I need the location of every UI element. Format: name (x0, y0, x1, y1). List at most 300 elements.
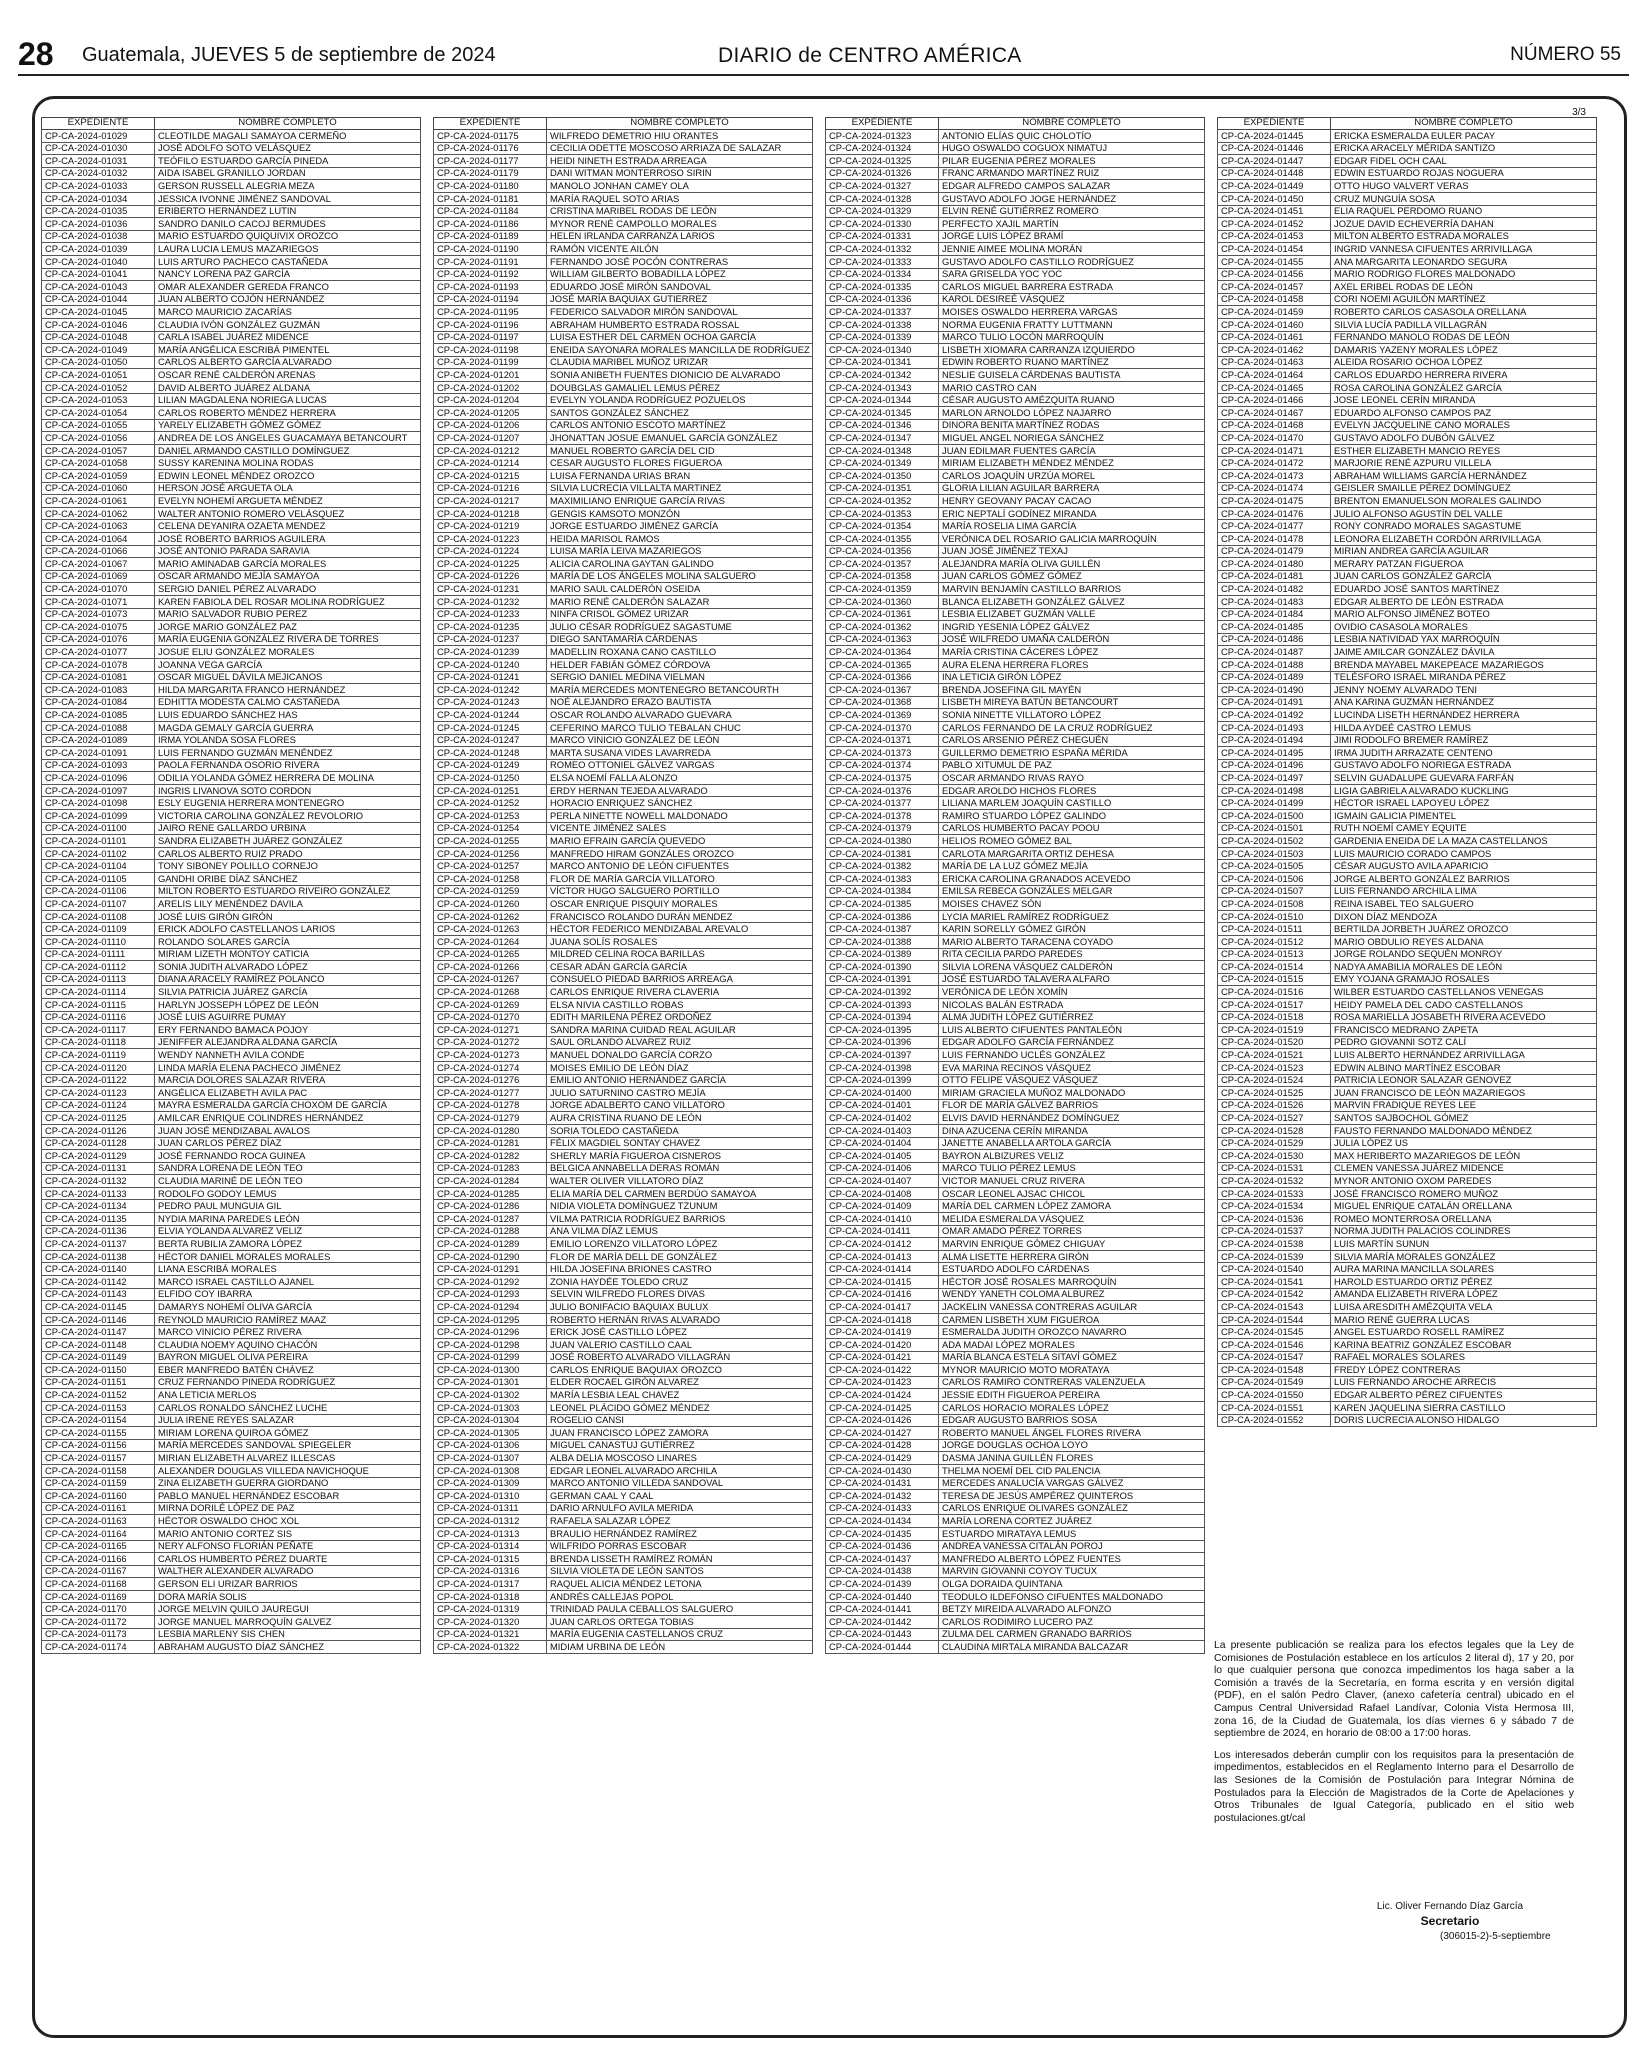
nombre-cell: SELVIN GUADALUPE GUEVARA FARFÁN (1331, 772, 1597, 785)
nombre-cell: DAMARYS NOHEMÍ OLIVA GARCÍA (155, 1301, 421, 1314)
table-row (434, 986, 813, 999)
expediente-cell: CP-CA-2024-01521 (1218, 1049, 1331, 1062)
expediente-cell: CP-CA-2024-01349 (826, 457, 939, 470)
nombre-cell: ANA LETICIA MERLOS (155, 1389, 421, 1402)
expediente-cell: CP-CA-2024-01438 (826, 1565, 939, 1578)
nombre-cell: SELVIN WILFREDO FLORES DIVAS (547, 1288, 813, 1301)
table-row (826, 936, 1205, 949)
expediente-cell: CP-CA-2024-01410 (826, 1213, 939, 1226)
expediente-cell: CP-CA-2024-01549 (1218, 1376, 1331, 1389)
expediente-cell: CP-CA-2024-01151 (42, 1376, 155, 1389)
table-row (434, 356, 813, 369)
nombre-cell: OVIDIO CASASOLA MORALES (1331, 621, 1597, 634)
nombre-cell: AXEL ERIBEL RODAS DE LEÓN (1331, 281, 1597, 294)
expediente-cell: CP-CA-2024-01470 (1218, 432, 1331, 445)
table-row (42, 1414, 421, 1427)
expediente-cell: CP-CA-2024-01305 (434, 1427, 547, 1440)
expediente-cell: CP-CA-2024-01360 (826, 595, 939, 608)
nombre-cell: HEIDY PAMELA DEL CADO CASTELLANOS (1331, 998, 1597, 1011)
expediente-cell: CP-CA-2024-01302 (434, 1389, 547, 1402)
expediente-cell: CP-CA-2024-01096 (42, 772, 155, 785)
notice-paragraph-1: La presente publicación se realiza para los efectos legales que la Ley de Comisiones de Postulación establece en los artículos 2 literal d), 17 y 20, por lo que cualquier persona que conozca impedimentos los haga saber a la Comisión a través de la Secretaría, en forma escrita y en versión digital (PDF), en el salón Pedro Claver, (anexo cafetería central) ubicado en el Campus Central Universidad Rafael Landívar, Colonia Vista Hermosa III, zona 16, de la Ciudad de Guatemala, los días viernes 6 y sábado 7 de septiembre de 2024, en horario de 08:00 a 17:00 horas. (1214, 1640, 1574, 1740)
table-row (434, 923, 813, 936)
nombre-cell: DANIEL ARMANDO CASTILLO DOMÍNGUEZ (155, 444, 421, 457)
nombre-cell: EDGAR LEONEL ALVARADO ARCHILA (547, 1464, 813, 1477)
nombre-cell: ANA KARINA GUZMÁN HERNÁNDEZ (1331, 696, 1597, 709)
table-row (1218, 142, 1597, 155)
expediente-cell: CP-CA-2024-01456 (1218, 268, 1331, 281)
expediente-cell: CP-CA-2024-01283 (434, 1162, 547, 1175)
expediente-cell: CP-CA-2024-01510 (1218, 910, 1331, 923)
nombre-cell: GERMAN CAAL Y CAAL (547, 1490, 813, 1503)
nombre-cell: RAFAELA SALAZAR LÓPEZ (547, 1515, 813, 1528)
expediente-cell: CP-CA-2024-01235 (434, 621, 547, 634)
expediente-cell: CP-CA-2024-01287 (434, 1213, 547, 1226)
nombre-cell: FÉLIX MAGDIEL SONTAY CHAVEZ (547, 1137, 813, 1150)
expediente-cell: CP-CA-2024-01224 (434, 545, 547, 558)
table-row (826, 293, 1205, 306)
expediente-cell: CP-CA-2024-01158 (42, 1464, 155, 1477)
table-row (434, 1011, 813, 1024)
expediente-cell: CP-CA-2024-01550 (1218, 1389, 1331, 1402)
expediente-cell: CP-CA-2024-01400 (826, 1087, 939, 1100)
expediente-cell: CP-CA-2024-01468 (1218, 419, 1331, 432)
table-row (826, 306, 1205, 319)
table-row (42, 671, 421, 684)
expediente-cell: CP-CA-2024-01108 (42, 910, 155, 923)
nombre-cell: LUIS ARTURO PACHECO CASTAÑEDA (155, 255, 421, 268)
expediente-cell: CP-CA-2024-01196 (434, 318, 547, 331)
table-row (42, 1301, 421, 1314)
expediente-cell: CP-CA-2024-01329 (826, 205, 939, 218)
nombre-cell: REINA ISABEL TEO SALGUERO (1331, 898, 1597, 911)
table-row (42, 1439, 421, 1452)
table-row (826, 847, 1205, 860)
table-row (42, 747, 421, 760)
nombre-cell: RONY CONRADO MORALES SAGASTUME (1331, 520, 1597, 533)
expediente-cell: CP-CA-2024-01064 (42, 533, 155, 546)
expediente-cell: CP-CA-2024-01459 (1218, 306, 1331, 319)
nombre-cell: NORMA EUGENIA FRATTY LUTTMANN (939, 318, 1205, 331)
expediente-cell: CP-CA-2024-01406 (826, 1162, 939, 1175)
nombre-cell: NOÉ ALEJANDRO ERAZO BAUTISTA (547, 696, 813, 709)
table-row (434, 130, 813, 143)
table-row (826, 1616, 1205, 1629)
expediente-cell: CP-CA-2024-01052 (42, 381, 155, 394)
table-row (826, 1578, 1205, 1591)
nombre-cell: DIANA ARACELY RAMÍREZ POLANCO (155, 973, 421, 986)
nombre-cell: LESBIA NATIVIDAD YAX MARROQUÍN (1331, 633, 1597, 646)
table-row (434, 1628, 813, 1641)
expediente-cell: CP-CA-2024-01257 (434, 860, 547, 873)
table-row (826, 1515, 1205, 1528)
expediente-cell: CP-CA-2024-01132 (42, 1175, 155, 1188)
expediente-cell: CP-CA-2024-01466 (1218, 394, 1331, 407)
notice-paragraph-2: Los interesados deberán cumplir con los requisitos para la presentación de impedimentos, establecidos en el Reglamento Interno para el Desarrollo de las Sesiones de la Comisión de Postulación para Integrar Nómina de Postulados para la Elección de Magistrados de la Corte de Apelaciones y Otros Tribunales de Igual Categoría, publicado en el sitio web postulaciones.gt/cal (1214, 1749, 1574, 1824)
table-row (42, 721, 421, 734)
nombre-cell: DASMA JANINA GUILLÉN FLORES (939, 1452, 1205, 1465)
table-row (434, 1389, 813, 1402)
table-row (42, 696, 421, 709)
nombre-cell: MARIO SALVADOR RUBIO PEREZ (155, 608, 421, 621)
nombre-cell: MARCO ANTONIO DE LEÓN CIFUENTES (547, 860, 813, 873)
table-row (1218, 558, 1597, 571)
table-row (1218, 1150, 1597, 1163)
nombre-cell: JACKELIN VANESSA CONTRERAS AGUILAR (939, 1301, 1205, 1314)
expediente-cell: CP-CA-2024-01394 (826, 1011, 939, 1024)
expediente-cell: CP-CA-2024-01250 (434, 772, 547, 785)
table-row (1218, 1213, 1597, 1226)
nombre-cell: ANDREA DE LOS ÁNGELES GUACAMAYA BETANCOURT (155, 432, 421, 445)
table-row (42, 1011, 421, 1024)
table-row (434, 671, 813, 684)
nombre-cell: TERESA DE JESÚS AMPÉREZ QUINTEROS (939, 1490, 1205, 1503)
nombre-cell: CARLOS ALBERTO GARCÍA ALVARADO (155, 356, 421, 369)
table-row (434, 394, 813, 407)
table-row (42, 709, 421, 722)
expediente-cell: CP-CA-2024-01303 (434, 1401, 547, 1414)
nombre-cell: LUIS EDUARDO SÁNCHEZ HAS (155, 709, 421, 722)
table-row (42, 1074, 421, 1087)
nombre-cell: OSCAR ENRIQUE PISQUIY MORALES (547, 898, 813, 911)
expediente-cell: CP-CA-2024-01414 (826, 1263, 939, 1276)
table-row (434, 381, 813, 394)
table-row (1218, 482, 1597, 495)
expediente-cell: CP-CA-2024-01514 (1218, 961, 1331, 974)
frame-page-label: 3/3 (1572, 107, 1586, 118)
nombre-cell: JORGE ROLANDO SEQUÉN MONROY (1331, 948, 1597, 961)
table-row (42, 797, 421, 810)
expediente-cell: CP-CA-2024-01089 (42, 734, 155, 747)
expediente-cell: CP-CA-2024-01485 (1218, 621, 1331, 634)
nombre-cell: MARCO TULIO LOCÓN MARROQUÍN (939, 331, 1205, 344)
expediente-cell: CP-CA-2024-01295 (434, 1313, 547, 1326)
nombre-cell: DOUBGLAS GAMALIEL LEMUS PÉREZ (547, 381, 813, 394)
nombre-cell: LUIS FERNANDO UCLÉS GONZÁLEZ (939, 1049, 1205, 1062)
expediente-cell: CP-CA-2024-01169 (42, 1590, 155, 1603)
nombre-cell: MARIO RENÉ CALDERÓN SALAZAR (547, 595, 813, 608)
expediente-cell: CP-CA-2024-01373 (826, 747, 939, 760)
table-row (42, 1175, 421, 1188)
expediente-cell: CP-CA-2024-01174 (42, 1641, 155, 1654)
nombre-cell: ALMA JUDITH LÓPEZ GUTIÉRREZ (939, 1011, 1205, 1024)
nombre-cell: ESTUARDO MIRATAYA LEMUS (939, 1527, 1205, 1540)
nombre-cell: HARLYN JOSSEPH LÓPEZ DE LEÓN (155, 998, 421, 1011)
expediente-cell: CP-CA-2024-01528 (1218, 1124, 1331, 1137)
nombre-cell: ROSA CAROLINA GONZÁLEZ GARCÍA (1331, 381, 1597, 394)
nombre-cell: ALMA LISETTE HERRERA GIRÓN (939, 1250, 1205, 1263)
nombre-cell: EMY YOJANA GRAMAJO ROSALES (1331, 973, 1597, 986)
table-row (434, 797, 813, 810)
table-row (434, 1414, 813, 1427)
expediente-cell: CP-CA-2024-01032 (42, 167, 155, 180)
expediente-cell: CP-CA-2024-01184 (434, 205, 547, 218)
table-row (42, 318, 421, 331)
expediente-cell: CP-CA-2024-01191 (434, 255, 547, 268)
records-column-3 (825, 117, 1205, 1654)
nombre-cell: ROSA MARIELLA JOSABETH RIVERA ACEVEDO (1331, 1011, 1597, 1024)
nombre-cell: EMILSA REBECA GONZÁLES MELGAR (939, 885, 1205, 898)
table-row (434, 419, 813, 432)
nombre-cell: LISBETH MIREYA BATÚN BETANCOURT (939, 696, 1205, 709)
expediente-cell: CP-CA-2024-01389 (826, 948, 939, 961)
table-row (434, 331, 813, 344)
nombre-cell: FLOR DE MARÍA DELL DE GONZÁLEZ (547, 1250, 813, 1263)
nombre-cell: OSCAR ARMANDO RIVAS RAYO (939, 772, 1205, 785)
nombre-cell: MARIO OBDULIO REYES ALDANA (1331, 936, 1597, 949)
nombre-cell: LUIS FERNANDO ARCHILA LIMA (1331, 885, 1597, 898)
table-row (434, 230, 813, 243)
table-row (42, 558, 421, 571)
expediente-cell: CP-CA-2024-01415 (826, 1276, 939, 1289)
expediente-cell: CP-CA-2024-01133 (42, 1187, 155, 1200)
expediente-cell: CP-CA-2024-01441 (826, 1603, 939, 1616)
table-row (42, 142, 421, 155)
expediente-cell: CP-CA-2024-01190 (434, 243, 547, 256)
table-row (42, 822, 421, 835)
table-row (42, 1213, 421, 1226)
nombre-cell: BETZY MIREIDA ALVARADO ALFONZO (939, 1603, 1205, 1616)
table-row (826, 419, 1205, 432)
nombre-cell: MARIO RENÉ GUERRA LUCAS (1331, 1313, 1597, 1326)
nombre-cell: CÉSAR AUGUSTO AVILA APARICIO (1331, 860, 1597, 873)
table-row (42, 847, 421, 860)
expediente-cell: CP-CA-2024-01067 (42, 558, 155, 571)
table-row (434, 1565, 813, 1578)
expediente-cell: CP-CA-2024-01274 (434, 1061, 547, 1074)
table-row (826, 621, 1205, 634)
nombre-cell: ELFIDO COY IBARRA (155, 1288, 421, 1301)
table-row (1218, 545, 1597, 558)
expediente-cell: CP-CA-2024-01299 (434, 1351, 547, 1364)
table-row (42, 356, 421, 369)
table-row (826, 898, 1205, 911)
expediente-cell: CP-CA-2024-01512 (1218, 936, 1331, 949)
table-row (826, 658, 1205, 671)
table-row (826, 1628, 1205, 1641)
expediente-cell: CP-CA-2024-01043 (42, 281, 155, 294)
nombre-cell: JORGE MARIO GONZÁLEZ PAZ (155, 621, 421, 634)
expediente-cell: CP-CA-2024-01427 (826, 1427, 939, 1440)
expediente-cell: CP-CA-2024-01351 (826, 482, 939, 495)
nombre-cell: ALBA DELIA MOSCOSO LINARES (547, 1452, 813, 1465)
nombre-cell: ABRAHAM HUMBERTO ESTRADA ROSSAL (547, 318, 813, 331)
table-row (434, 1326, 813, 1339)
table-row (1218, 205, 1597, 218)
nombre-cell: JUAN ALBERTO COJÓN HERNÁNDEZ (155, 293, 421, 306)
table-row (1218, 470, 1597, 483)
table-row (1218, 1288, 1597, 1301)
nombre-cell: MIGUEL ENRIQUE CATALÁN ORELLANA (1331, 1200, 1597, 1213)
table-row (826, 331, 1205, 344)
table-row (1218, 419, 1597, 432)
table-row (1218, 658, 1597, 671)
expediente-cell: CP-CA-2024-01502 (1218, 835, 1331, 848)
nombre-cell: LIGIA GABRIELA ALVARADO KUCKLING (1331, 784, 1597, 797)
expediente-cell: CP-CA-2024-01457 (1218, 281, 1331, 294)
nombre-cell: LILIAN MAGDALENA NORIEGA LUCAS (155, 394, 421, 407)
expediente-cell: CP-CA-2024-01186 (434, 218, 547, 231)
table-row (42, 1187, 421, 1200)
nombre-cell: MARIO EFRAIN GARCÍA QUEVEDO (547, 835, 813, 848)
table-row (826, 1590, 1205, 1603)
expediente-cell: CP-CA-2024-01551 (1218, 1401, 1331, 1414)
expediente-cell: CP-CA-2024-01313 (434, 1527, 547, 1540)
nombre-cell: KARINA BEATRIZ GONZÁLEZ ESCOBAR (1331, 1339, 1597, 1352)
expediente-cell: CP-CA-2024-01332 (826, 243, 939, 256)
expediente-cell: CP-CA-2024-01039 (42, 243, 155, 256)
expediente-cell: CP-CA-2024-01532 (1218, 1175, 1331, 1188)
nombre-cell: ZULMA DEL CARMEN GRANADO BARRIOS (939, 1628, 1205, 1641)
table-row (1218, 1175, 1597, 1188)
table-row (826, 822, 1205, 835)
nombre-cell: CLAUDIA IVÓN GONZÁLEZ GUZMÁN (155, 318, 421, 331)
expediente-cell: CP-CA-2024-01248 (434, 747, 547, 760)
nombre-cell: SILVIA VIOLETA DE LEÓN SANTOS (547, 1565, 813, 1578)
nombre-cell: LUISA ARESDITH AMÉZQUITA VELA (1331, 1301, 1597, 1314)
expediente-cell: CP-CA-2024-01098 (42, 797, 155, 810)
nombre-cell: GUSTAVO ADOLFO CASTILLO RODRÍGUEZ (939, 255, 1205, 268)
nombre-cell: EVELYN NOHEMÍ ARGUETA MÉNDEZ (155, 495, 421, 508)
date-line: Guatemala, JUEVES 5 de septiembre de 2024 (82, 44, 496, 66)
nombre-cell: MARVIN FRADIQUE REYES LEE (1331, 1099, 1597, 1112)
expediente-cell: CP-CA-2024-01390 (826, 961, 939, 974)
expediente-cell: CP-CA-2024-01538 (1218, 1238, 1331, 1251)
nombre-cell: LUISA ESTHER DEL CARMEN OCHOA GARCÍA (547, 331, 813, 344)
nombre-cell: RAQUEL ALICIA MÉNDEZ LETONA (547, 1578, 813, 1591)
table-row (826, 1490, 1205, 1503)
table-row (1218, 910, 1597, 923)
expediente-cell: CP-CA-2024-01458 (1218, 293, 1331, 306)
table-row (434, 1313, 813, 1326)
nombre-cell: EMILIO LORENZO VILLATORO LÓPEZ (547, 1238, 813, 1251)
expediente-cell: CP-CA-2024-01433 (826, 1502, 939, 1515)
expediente-cell: CP-CA-2024-01345 (826, 407, 939, 420)
nombre-cell: RODOLFO GODOY LEMUS (155, 1187, 421, 1200)
expediente-cell: CP-CA-2024-01126 (42, 1124, 155, 1137)
expediente-cell: CP-CA-2024-01088 (42, 721, 155, 734)
table-row (1218, 192, 1597, 205)
nombre-cell: CARLOS HUMBERTO PÉREZ DUARTE (155, 1553, 421, 1566)
expediente-cell: CP-CA-2024-01476 (1218, 507, 1331, 520)
nombre-cell: LUIS FERNANDO AROCHE ARRECIS (1331, 1376, 1597, 1389)
expediente-cell: CP-CA-2024-01409 (826, 1200, 939, 1213)
expediente-cell: CP-CA-2024-01165 (42, 1540, 155, 1553)
table-row (42, 520, 421, 533)
expediente-cell: CP-CA-2024-01265 (434, 948, 547, 961)
table-row (42, 784, 421, 797)
table-row (826, 1011, 1205, 1024)
expediente-cell: CP-CA-2024-01260 (434, 898, 547, 911)
table-row (434, 998, 813, 1011)
nombre-cell: HAROLD ESTUARDO ORTIZ PÉREZ (1331, 1276, 1597, 1289)
nombre-cell: JESSIE EDITH FIGUEROA PEREIRA (939, 1389, 1205, 1402)
table-row (42, 1364, 421, 1377)
expediente-cell: CP-CA-2024-01337 (826, 306, 939, 319)
expediente-cell: CP-CA-2024-01179 (434, 167, 547, 180)
nombre-cell: MOISES EMILIO DE LEÓN DÍAZ (547, 1061, 813, 1074)
expediente-cell: CP-CA-2024-01036 (42, 218, 155, 231)
table-row (42, 1515, 421, 1528)
nombre-cell: MIRIAN ANDREA GARCÍA AGUILAR (1331, 545, 1597, 558)
expediente-cell: CP-CA-2024-01143 (42, 1288, 155, 1301)
table-row (826, 885, 1205, 898)
nombre-cell: CARLOS EDUARDO HERRERA RIVERA (1331, 369, 1597, 382)
table-row (1218, 860, 1597, 873)
expediente-cell: CP-CA-2024-01173 (42, 1628, 155, 1641)
expediente-cell: CP-CA-2024-01160 (42, 1490, 155, 1503)
table-row (1218, 709, 1597, 722)
expediente-cell: CP-CA-2024-01123 (42, 1087, 155, 1100)
table-row (826, 709, 1205, 722)
table-row (42, 1502, 421, 1515)
table-row (42, 432, 421, 445)
expediente-cell: CP-CA-2024-01420 (826, 1339, 939, 1352)
expediente-cell: CP-CA-2024-01266 (434, 961, 547, 974)
nombre-cell: SILVIA LORENA VÁSQUEZ CALDERÓN (939, 961, 1205, 974)
table-row (434, 1112, 813, 1125)
nombre-cell: MYNOR ANTONIO OXOM PAREDES (1331, 1175, 1597, 1188)
expediente-cell: CP-CA-2024-01083 (42, 684, 155, 697)
table-row (434, 306, 813, 319)
nombre-cell: ELDER ROCAEL GIRÓN ALVAREZ (547, 1376, 813, 1389)
table-row (826, 1326, 1205, 1339)
expediente-cell: CP-CA-2024-01445 (1218, 130, 1331, 143)
nombre-cell: FRANCISCO ROLANDO DURÁN MENDEZ (547, 910, 813, 923)
nombre-cell: CARLOS RODIMIRO LUCERO PAZ (939, 1616, 1205, 1629)
expediente-cell: CP-CA-2024-01541 (1218, 1276, 1331, 1289)
nombre-cell: MOISES CHAVEZ SÓN (939, 898, 1205, 911)
table-row (42, 255, 421, 268)
nombre-cell: OSCAR MIGUEL DÁVILA MEJICANOS (155, 671, 421, 684)
nombre-cell: CESAR ADÁN GARCÍA GARCÍA (547, 961, 813, 974)
nombre-cell: BAYRON MIGUEL OLIVA PEREIRA (155, 1351, 421, 1364)
table-row (42, 583, 421, 596)
nombre-cell: ESLY EUGENIA HERRERA MONTENEGRO (155, 797, 421, 810)
table-row (42, 835, 421, 848)
table-row (42, 986, 421, 999)
table-row (1218, 684, 1597, 697)
expediente-cell: CP-CA-2024-01049 (42, 344, 155, 357)
table-row (826, 1061, 1205, 1074)
table-row (1218, 696, 1597, 709)
expediente-cell: CP-CA-2024-01366 (826, 671, 939, 684)
table-row (42, 507, 421, 520)
expediente-cell: CP-CA-2024-01404 (826, 1137, 939, 1150)
table-row (1218, 797, 1597, 810)
expediente-cell: CP-CA-2024-01524 (1218, 1074, 1331, 1087)
nombre-cell: MARCIA DOLORES SALAZAR RIVERA (155, 1074, 421, 1087)
table-row (1218, 583, 1597, 596)
table-row (1218, 1401, 1597, 1414)
expediente-cell: CP-CA-2024-01181 (434, 192, 547, 205)
expediente-cell: CP-CA-2024-01073 (42, 608, 155, 621)
nombre-cell: GLORIA LILIAN AGUILAR BARRERA (939, 482, 1205, 495)
nombre-cell: CARMEN LISBETH XUM FIGUEROA (939, 1313, 1205, 1326)
table-row (826, 1401, 1205, 1414)
table-row (434, 507, 813, 520)
table-row (434, 973, 813, 986)
expediente-cell: CP-CA-2024-01277 (434, 1087, 547, 1100)
table-row (826, 810, 1205, 823)
table-row (1218, 822, 1597, 835)
expediente-cell: CP-CA-2024-01267 (434, 973, 547, 986)
table-row (826, 1162, 1205, 1175)
table-row (1218, 671, 1597, 684)
expediente-cell: CP-CA-2024-01192 (434, 268, 547, 281)
expediente-cell: CP-CA-2024-01378 (826, 810, 939, 823)
table-row (42, 218, 421, 231)
